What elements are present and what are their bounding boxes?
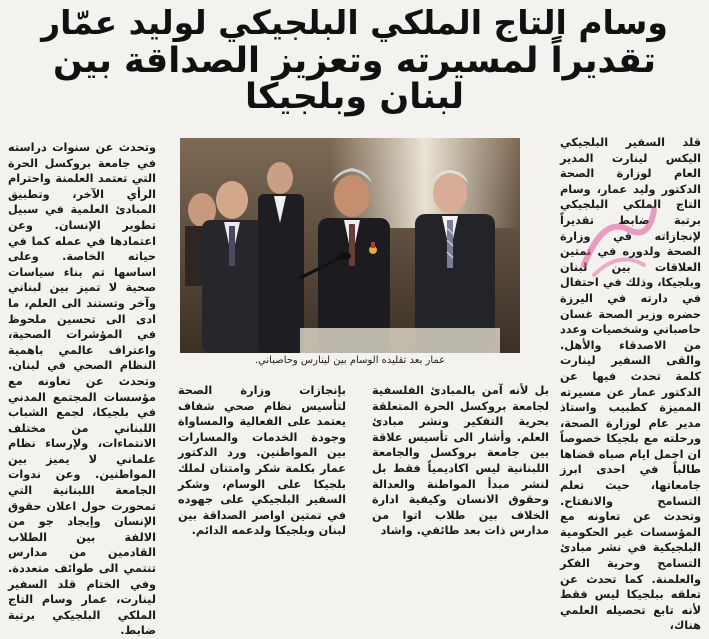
article-column-right: [560, 135, 701, 634]
column-right-text: قلد السفير البلجيكي اليكس لينارت المدير العام لوزارة الصحة الدكتور وليد عمار، وسام التاج الملكي البلجيكي برتبة ضابط تقديراً لإنجازاته في وزارة الصحة ولدوره في تمتين العلاقات بين لبنان وبلجيكا، وذلك في احتفال في دارته في اليرزة حضره وزير الصحة غسان حاصباني وشخصيات وعدد من الاصدقاء والأهل. والقى السفير لينارت كلمة تحدث فيها عن الدكتور عمار عن مسيرته المميزة كطبيب واستاذ مدير عام لوزارة الصحة، ورحلته مع بلجيكا خصوصاً ان اجمل ايام صباه قضاها طالباً في احدى ابرز جامعاتها، حيث تعلم التسامح والانفتاح. وتحدث عن تعاونه مع المؤسسات غير الحكومية البلجيكية في نشر مبادئ التسامح وحرية الفكر والعلمنة. كما تحدث عن تعلقه ببلجيكا ليس فقط لأنه تابع تحصيله العلمي هناك،: [560, 136, 701, 633]
column-left-text: وتحدث عن سنوات دراسته في جامعة بروكسل الحرة التي تعتمد العلمنة واحترام الرأي الآخر، وتطبيق المبادئ العلمية في سبيل تطوير الإنسان. وعن اعتمادها في عمله كما في حياته الخاصة. وعلى اساسها تم بناء سياسات صحية لا تميز بين لبناني وآخر وتستند الى العلم، ما ادى الى تحسين ملحوظ في المؤشرات الصحية، واعتراف عالمي باهمية النظام الصحي في لبنان. وتحدث عن تعاونه مع مؤسسات المجتمع المدني في بلجيكا، لجمع الشباب اللبناني من مختلف الانتماءات، ولإرساء نظام علماني لا يميز بين المواطنين. وعن ندوات الجامعة اللبنانية التي تمحورت حول اعلان حقوق الإنسان وإيجاد جو من الالفة بين الطلاب القادمين من مدارس تنتمي الى طوائف متعددة. وفي الختام قلد السفير لينارت، عمار وسام التاج الملكي البلجيكي برتبة ضابط.: [8, 141, 156, 638]
article-column-left: [8, 140, 156, 639]
ceremony-photo-illustration: [180, 138, 520, 353]
article-photo: [180, 138, 520, 353]
column-mid1-text: بل لأنه آمن بالمبادئ الفلسفية لجامعة بروكسل الحرة المتعلقة بحرية التفكير ونشر مبادئ العلم. وأشار الى تأسيس علاقة بين جامعة بروكسل والجامعة اللبنانية ليس اكاديمياً فقط بل لنشر مبدأ المواطنة والعدالة وحقوق الانسان وكيفية ادارة الخلاف بين طلاب اتوا من مدارس ذات بعد طائفي. واشاد: [372, 384, 549, 538]
article-headline: [14, 3, 695, 118]
article-column-middle-right: [372, 383, 549, 539]
headline-line-2: تقديراً لمسيرته وتعزيز الصداقة بين لبنان وبلجيكا: [52, 40, 657, 118]
article-column-middle-left: [178, 383, 346, 539]
photo-caption: عمار بعد تقليده الوسام بين لينارس وحاصباني.: [254, 355, 446, 366]
headline-line-1: وسام التاج الملكي البلجيكي لوليد عمّار: [41, 3, 668, 42]
column-mid2-text: بإنجازات وزارة الصحة لتأسيس نظام صحي شفاف يعتمد على الفعالية والمساواة وجودة الخدمات والمسارات بين المواطنين. ورد الدكتور عمار بكلمة شكر وامتنان لملك بلجيكا على الوسام، وشكر السفير البلجيكي على جهوده في تمتين اواصر الصداقة بين لبنان وبلجيكا ولدعمه الدائم.: [178, 384, 346, 538]
